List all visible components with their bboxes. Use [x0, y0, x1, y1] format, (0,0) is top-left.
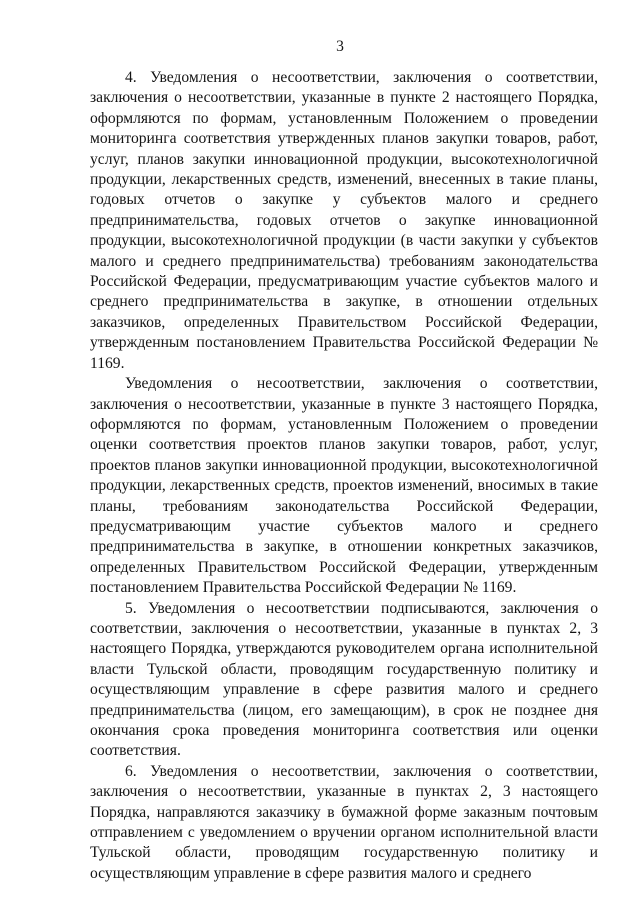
paragraph-item-5: 5. Уведомления о несоответствии подписываются, заключения о соответствии, заключения о несоответствии, указанные в пунктах 2, 3 настоящего Порядка, утверждаются руководителем органа исполнительной власти Тульской области, проводящим государственную политику и осуществляющим управление в сфере развития малого и среднего предпринимательства (лицом, его замещающим), в срок не позднее дня окончания срока проведения мониторинга соответствия или оценки соответствия. — [90, 599, 598, 760]
page-number: 3 — [336, 38, 344, 55]
paragraph-item-4: 4. Уведомления о несоответствии, заключения о соответствии, заключения о несоответствии, указанные в пункте 2 настоящего Порядка, оформляются по формам, установленным Положением о проведении мониторинга соответствия утвержденных планов закупки товаров, работ, услуг, планов закупки инновационной продукции, высокотехнологичной продукции, лекарственных средств, изменений, внесенных в такие планы, годовых отчетов о закупке у субъектов малого и среднего предпринимательства, годовых отчетов о закупке инновационной продукции, высокотехнологичной продукции (в части закупки у субъектов малого и среднего предпринимательства) требованиям законодательства Российской Федерации, предусматривающим участие субъектов малого и среднего предпринимательства в закупке, в отношении отдельных заказчиков, определенных Правительством Российской Федерации, утвержденным постановлением Правительства Российской Федерации № 1169. — [90, 69, 598, 372]
document-body — [90, 68, 598, 884]
paragraph-item-6: 6. Уведомления о несоответствии, заключения о соответствии, заключения о несоответствии, указанные в пунктах 2, 3 настоящего Порядка, направляются заказчику в бумажной форме заказным почтовым отправлением с уведомлением о вручении органом исполнительной власти Тульской области, проводящим государственную политику и осуществляющим управление в сфере развития малого и среднего — [90, 762, 598, 882]
paragraph-item-4-continued: Уведомления о несоответствии, заключения о соответствии, заключения о несоответствии, указанные в пункте 3 настоящего Порядка, оформляются по формам, установленным Положением о проведении оценки соответствия проектов планов закупки товаров, работ, услуг, проектов планов закупки инновационной продукции, высокотехнологичной продукции, лекарственных средств, проектов изменений, вносимых в такие планы, требованиям законодательства Российской Федерации, предусматривающим участие субъектов малого и среднего предпринимательства в закупке, в отношении конкретных заказчиков, определенных Правительством Российской Федерации, утвержденным постановлением Правительства Российской Федерации № 1169. — [90, 375, 598, 597]
